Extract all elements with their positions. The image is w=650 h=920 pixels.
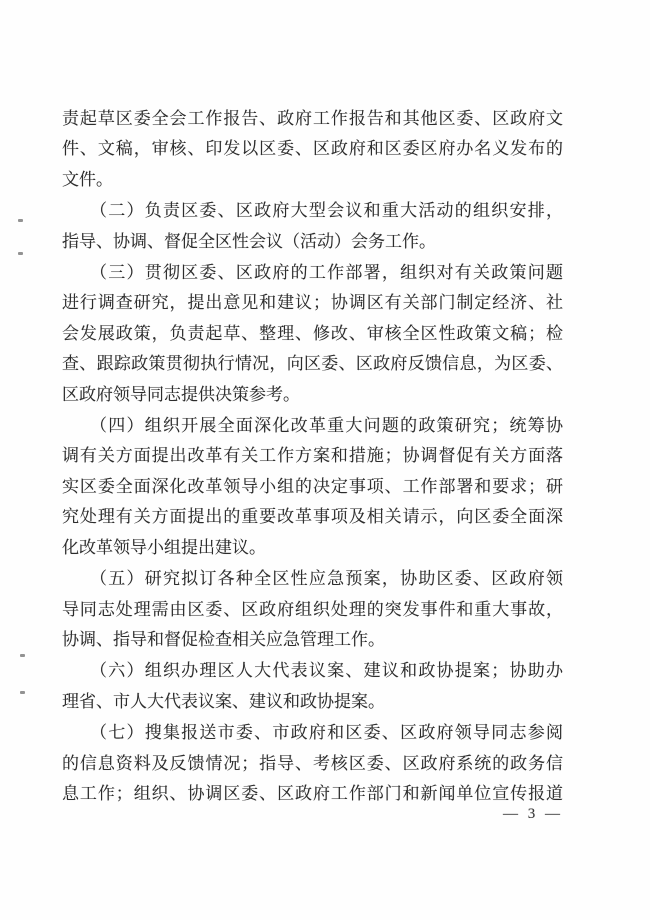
margin-artifact-dot (20, 691, 25, 694)
text-line: 会发展政策，负责起草、整理、修改、审核全区性政策文稿；检 (62, 323, 563, 343)
text-line: 的信息资料及反馈情况；指导、考核区委、区政府系统的政务信 (62, 753, 563, 773)
paragraph-item-6 (62, 656, 563, 717)
paragraph-item-5 (62, 564, 563, 655)
text-line: 导同志处理需由区委、区政府组织处理的突发事件和重大事故， (62, 599, 563, 619)
text-line: 件、文稿，审核、印发以区委、区政府和区委区府办名义发布的 (62, 139, 563, 159)
text-line: 化改革领导小组提出建议。 (62, 537, 266, 557)
text-line: 指导、协调、督促全区性会议（活动）会务工作。 (62, 231, 436, 251)
paragraph-item-2 (62, 196, 563, 257)
text-line: （七）搜集报送市委、市政府和区委、区政府领导同志参阅 (62, 723, 563, 743)
paragraph-item-7 (62, 718, 563, 809)
text-line: 区政府领导同志提供决策参考。 (62, 384, 300, 404)
text-line: （二）负责区委、区政府大型会议和重大活动的组织安排， (62, 201, 563, 221)
text-line: 调有关方面提出改革有关工作方案和措施；协调督促有关方面落 (62, 446, 563, 466)
text-line: 责起草区委全会工作报告、政府工作报告和其他区委、区政府文 (62, 109, 563, 128)
document-body (62, 104, 563, 810)
text-line: （四）组织开展全面深化改革重大问题的政策研究；统筹协 (62, 416, 563, 436)
text-line: 实区委全面深化改革领导小组的决定事项、工作部署和要求；研 (62, 476, 563, 496)
text-line: 进行调查研究，提出意见和建议；协调区有关部门制定经济、社 (62, 293, 563, 313)
text-line: 息工作；组织、协调区委、区政府工作部门和新闻单位宣传报道 (62, 783, 563, 803)
text-line: 理省、市人大代表议案、建议和政协提案。 (62, 691, 385, 711)
text-line: 协调、指导和督促检查相关应急管理工作。 (62, 629, 385, 649)
paragraph-continuation (62, 104, 563, 195)
text-line: （六）组织办理区人大代表议案、建议和政协提案；协助办 (62, 661, 563, 681)
paragraph-item-3 (62, 258, 563, 410)
margin-artifact-dot (18, 219, 23, 222)
text-line: 文件。 (62, 169, 113, 189)
margin-artifact-dot (20, 654, 25, 657)
margin-artifact-dot (18, 252, 23, 255)
text-line: 究处理有关方面提出的重要改革事项及相关请示，向区委全面深 (62, 507, 563, 527)
page-number: — 3 — (503, 806, 563, 822)
text-line: 查、跟踪政策贯彻执行情况，向区委、区政府反馈信息，为区委、 (62, 354, 563, 374)
text-line: （五）研究拟订各种全区性应急预案，协助区委、区政府领 (62, 569, 563, 589)
text-line: （三）贯彻区委、区政府的工作部署，组织对有关政策问题 (62, 263, 563, 283)
paragraph-item-4 (62, 411, 563, 563)
